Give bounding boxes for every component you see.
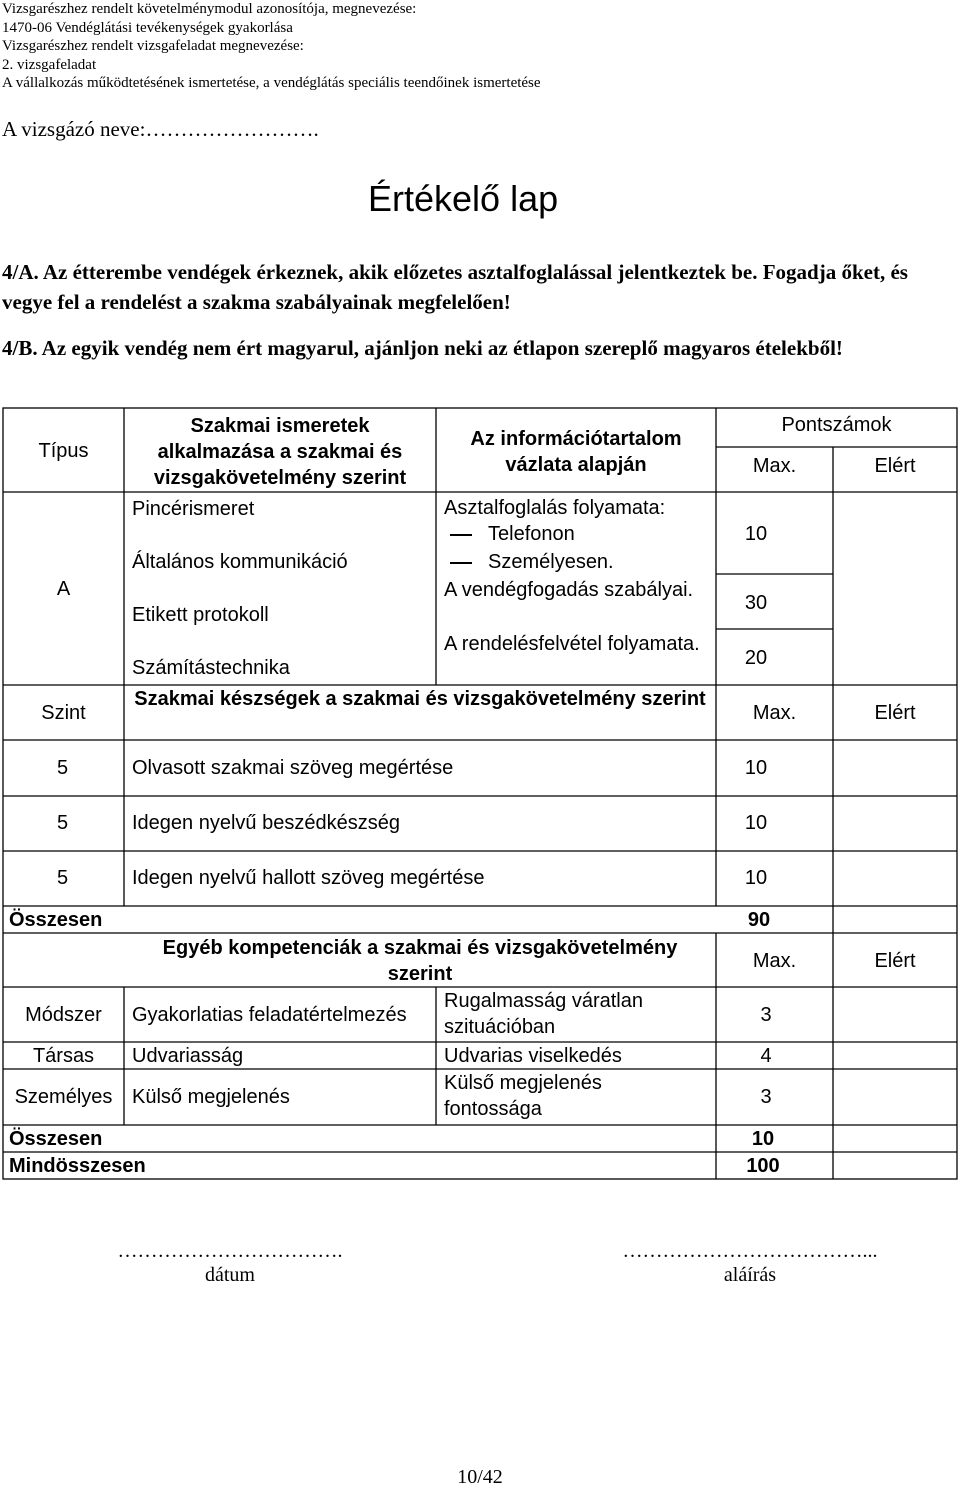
info-reservation-title: Asztalfoglalás folyamata: xyxy=(444,497,666,519)
grand-total-label: Mindösszesen xyxy=(9,1155,146,1177)
candidate-name-line: A vizsgázó neve:……………………. xyxy=(2,117,319,141)
task-a-text: 4/A. Az étterembe vendégek érkeznek, akik előzetes asztalfoglalással jelentkeztek be. Fogadja őket, és vegye fel a rendelést a szakma szabályainak megfelelően! xyxy=(2,260,908,314)
page-number: 10/42 xyxy=(457,1466,503,1488)
header-line: 1470-06 Vendéglátási tevékenységek gyakorlása xyxy=(2,19,293,36)
header-line: A vállalkozás működtetésének ismertetése, a vendéglátás speciális teendőinek ismertetése xyxy=(2,75,541,92)
subtotal-label: Összesen xyxy=(9,909,103,931)
signature-dots: ………………………………... xyxy=(622,1240,878,1262)
total-other-label: Összesen xyxy=(9,1128,103,1150)
skill-max: 10 xyxy=(744,867,768,889)
skill-level: 5 xyxy=(57,867,69,889)
competence-desc: Udvarias viselkedés xyxy=(444,1045,622,1067)
competence-desc: Külső megjelenés fontossága xyxy=(444,1072,602,1120)
competence-desc: Rugalmasság váratlan szituációban xyxy=(444,990,643,1038)
info-guest-reception: A vendégfogadás szabályai. xyxy=(444,579,694,601)
skill-name: Idegen nyelvű beszédkészség xyxy=(132,812,400,834)
skill-level: 5 xyxy=(57,757,69,779)
knowledge-item: Pincérismeret xyxy=(132,498,255,520)
competence-name: Udvariasság xyxy=(132,1045,244,1067)
col-header-knowledge: Szakmai ismeretek alkalmazása a szakmai és vizsgakövetelmény szerint xyxy=(153,415,407,489)
competence-max: 4 xyxy=(760,1045,772,1067)
skill-level: 5 xyxy=(57,812,69,834)
other-max-header: Max. xyxy=(752,950,797,972)
info-reservation-sub: Személyesen. xyxy=(444,549,614,575)
skills-max-header: Max. xyxy=(752,702,797,724)
skill-max: 10 xyxy=(744,757,768,779)
header-line: 2. vizsgafeladat xyxy=(2,56,97,73)
date-label: dátum xyxy=(205,1264,255,1286)
other-competences-header: Egyéb kompetenciák a szakmai és vizsgakövetelmény szerint xyxy=(162,937,678,985)
col-header-achieved: Elért xyxy=(874,455,916,477)
knowledge-item: Etikett protokoll xyxy=(132,604,269,626)
document-header xyxy=(2,0,541,93)
col-header-points: Pontszámok xyxy=(781,414,892,436)
max-points-2: 30 xyxy=(744,592,768,614)
knowledge-item: Általános kommunikáció xyxy=(132,551,348,573)
page-title: Értékelő lap xyxy=(368,178,559,219)
level-label: Szint xyxy=(41,702,86,724)
skills-achieved-header: Elért xyxy=(874,702,916,724)
skill-name: Idegen nyelvű hallott szöveg megértése xyxy=(132,867,485,889)
col-header-max: Max. xyxy=(752,455,797,477)
skills-header: Szakmai készségek a szakmai és vizsgakövetelmény szerint xyxy=(134,688,706,710)
dash-bullet-icon xyxy=(450,562,472,564)
col-header-info: Az információtartalom vázlata alapján xyxy=(470,428,682,476)
info-order-taking: A rendelésfelvétel folyamata. xyxy=(444,633,700,655)
max-points-3: 20 xyxy=(744,647,768,669)
knowledge-item: Számítástechnika xyxy=(132,657,290,679)
col-header-type: Típus xyxy=(38,440,89,462)
subtotal-value: 90 xyxy=(747,909,771,931)
info-reservation-sub: Telefonon xyxy=(444,521,575,547)
max-points-1: 10 xyxy=(744,523,768,545)
competence-max: 3 xyxy=(760,1086,772,1108)
competence-name: Gyakorlatias feladatértelmezés xyxy=(132,1004,407,1026)
header-line: Vizsgarészhez rendelt követelménymodul azonosítója, megnevezése: xyxy=(2,1,417,17)
skill-name: Olvasott szakmai szöveg megértése xyxy=(132,757,454,779)
total-other-value: 10 xyxy=(751,1128,775,1150)
signature-label: aláírás xyxy=(723,1264,777,1286)
competence-type: Személyes xyxy=(14,1086,113,1108)
dash-bullet-icon xyxy=(450,534,472,536)
task-b-text: 4/B. Az egyik vendég nem ért magyarul, ajánljon neki az étlapon szereplő magyaros ételekből! xyxy=(2,336,843,360)
skill-max: 10 xyxy=(744,812,768,834)
type-a-label: A xyxy=(56,578,71,600)
competence-name: Külső megjelenés xyxy=(132,1086,290,1108)
date-dots: ……………………………. xyxy=(117,1240,343,1262)
header-line: Vizsgarészhez rendelt vizsgafeladat megnevezése: xyxy=(2,38,304,55)
other-achieved-header: Elért xyxy=(874,950,916,972)
grand-total-value: 100 xyxy=(746,1155,780,1177)
competence-type: Társas xyxy=(32,1045,95,1067)
competence-max: 3 xyxy=(760,1004,772,1026)
competence-type: Módszer xyxy=(25,1004,102,1026)
